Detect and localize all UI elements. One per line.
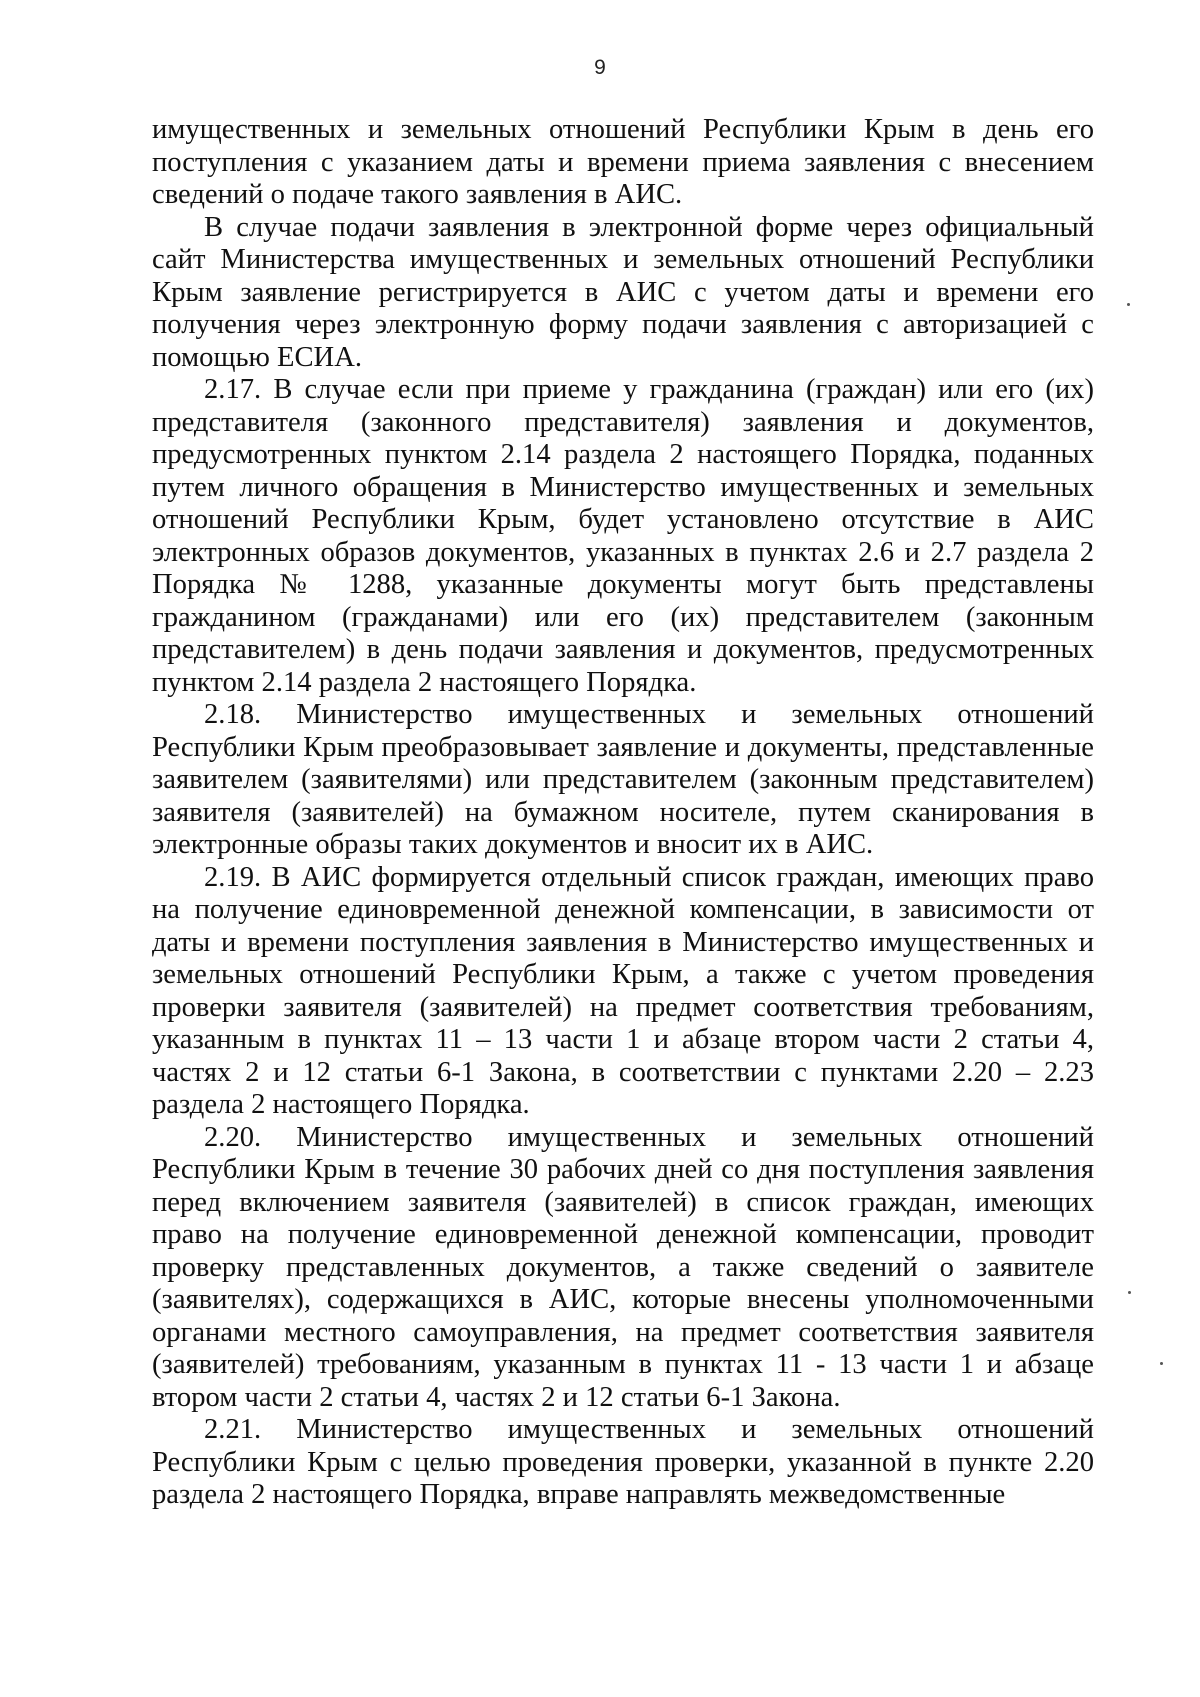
paragraph-2-20: 2.20. Министерство имущественных и земельных отношений Республики Крым в течение 30 рабочих дней со дня поступления заявления перед включением заявителя (заявителей) в список граждан, имеющих право на получение единовременной денежной компенсации, проводит проверку представленных документов, а также сведений о заявителе (заявителях), содержащихся в АИС, которые внесены уполномоченными органами местного самоуправления, на предмет соответствия заявителя (заявителей) требованиям, указанным в пунктах 11 - 13 части 1 и абзаце втором части 2 статьи 4, частях 2 и 12 статьи 6-1 Закона. [152,1121,1094,1413]
paragraph-2-17: 2.17. В случае если при приеме у гражданина (граждан) или его (их) представителя (законного представителя) заявления и документов, предусмотренных пунктом 2.14 раздела 2 настоящего Порядка, поданных путем личного обращения в Министерство имущественных и земельных отношений Республики Крым, будет установлено отсутствие в АИС электронных образов документов, указанных в пунктах 2.6 и 2.7 раздела 2 Порядка № 1288, указанные документы могут быть представлены гражданином (гражданами) или его (их) представителем (законным представителем) в день подачи заявления и документов, предусмотренных пунктом 2.14 раздела 2 настоящего Порядка. [152,374,1094,698]
paragraph-continuation: имущественных и земельных отношений Республики Крым в день его поступления с указанием даты и времени приема заявления с внесением сведений о подаче такого заявления в АИС. [152,114,1094,210]
paragraph-2-21: 2.21. Министерство имущественных и земельных отношений Республики Крым с целью проведения проверки, указанной в пункте 2.20 раздела 2 настоящего Порядка, вправе направлять межведомственные [152,1414,1094,1510]
paragraph-2-18: 2.18. Министерство имущественных и земельных отношений Республики Крым преобразовывает заявление и документы, представленные заявителем (заявителями) или представителем (законным представителем) заявителя (заявителей) на бумажном носителе, путем сканирования в электронные образы таких документов и вносит их в АИС. [152,699,1094,860]
document-body [152,114,1094,1512]
paragraph-2-19: 2.19. В АИС формируется отдельный список граждан, имеющих право на получение единовременной денежной компенсации, в зависимости от даты и времени поступления заявления в Министерство имущественных и земельных отношений Республики Крым, а также с учетом проведения проверки заявителя (заявителей) на предмет соответствия требованиям, указанным в пунктах 11 – 13 части 1 и абзаце втором части 2 статьи 4, частях 2 и 12 статьи 6-1 Закона, в соответствии с пунктами 2.20 – 2.23 раздела 2 настоящего Порядка. [152,861,1094,1120]
scan-speck [1127,303,1130,306]
scan-speck [1128,1291,1131,1294]
scan-speck [1160,1362,1163,1365]
page-number: 9 [594,56,606,79]
paragraph-electronic-submission: В случае подачи заявления в электронной форме через официальный сайт Министерства имущественных и земельных отношений Республики Крым заявление регистрируется в АИС с учетом даты и времени его получения через электронную форму подачи заявления с авторизацией с помощью ЕСИА. [152,211,1094,373]
